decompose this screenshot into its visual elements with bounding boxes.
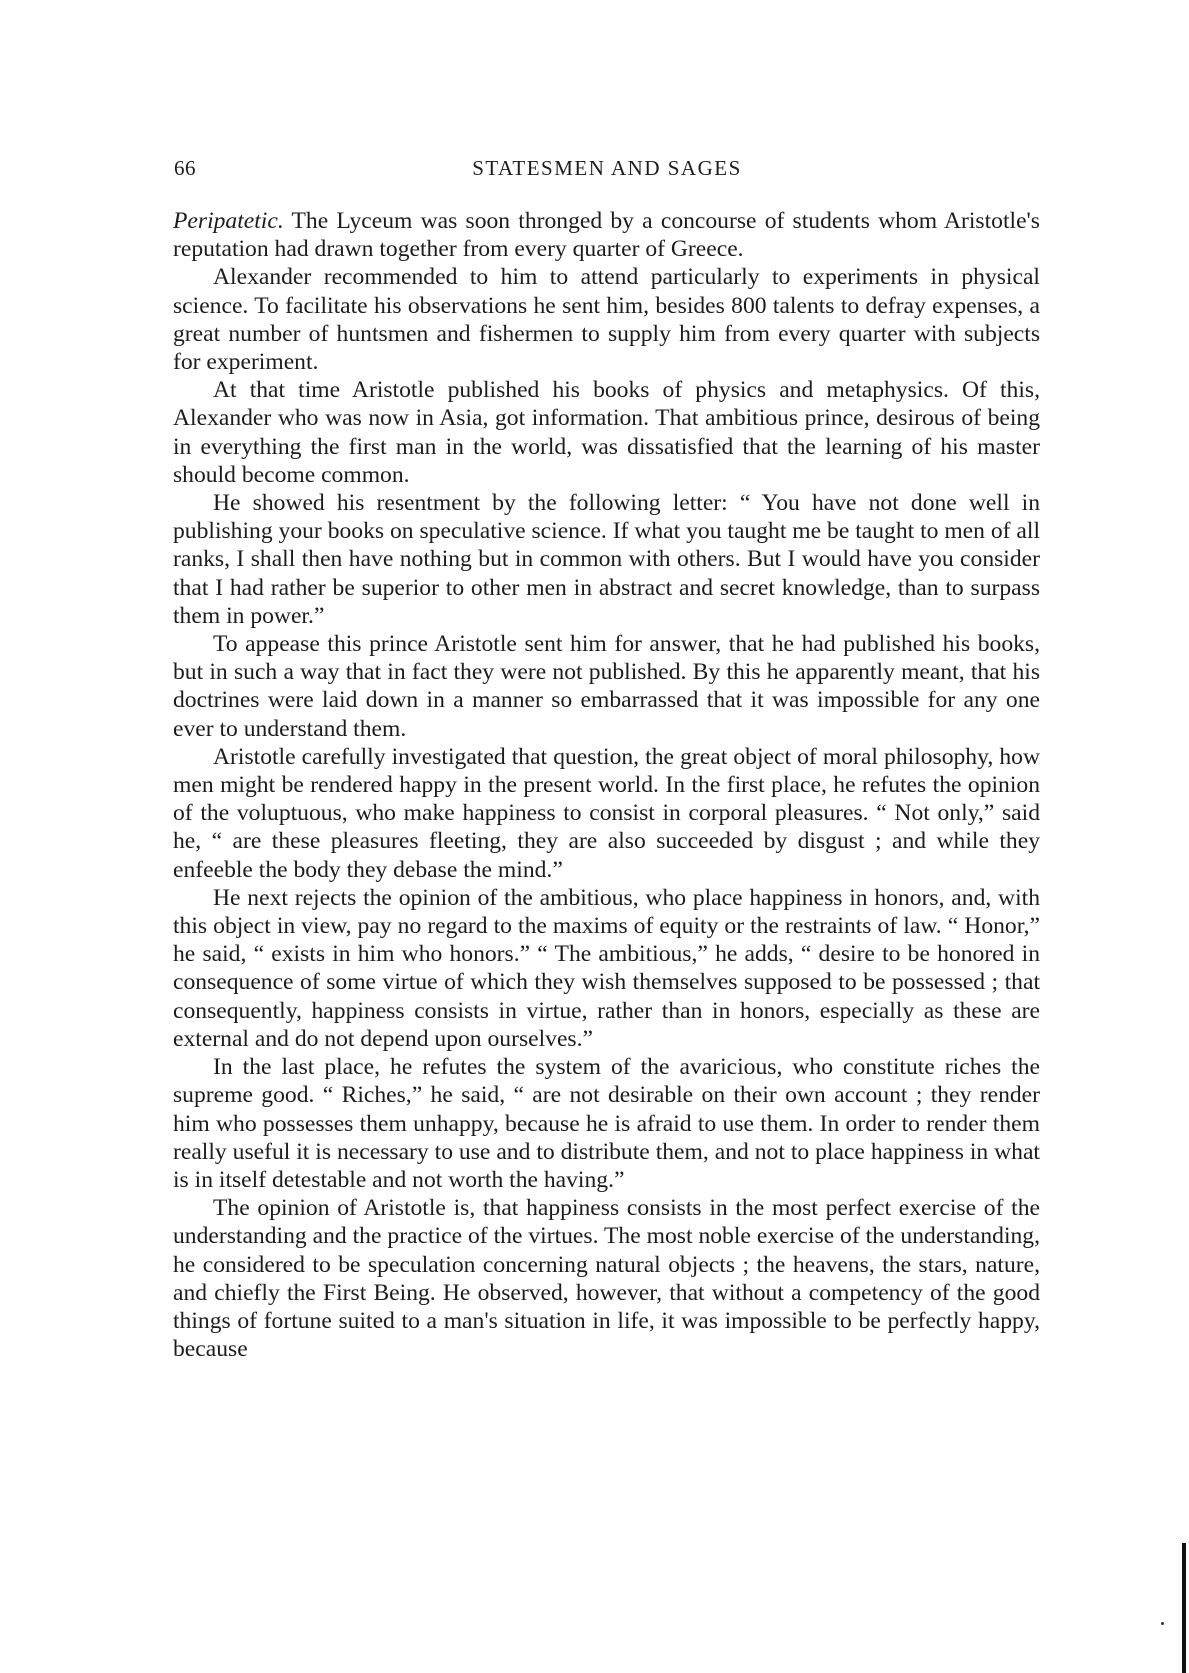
paragraph-9: The opinion of Aristotle is, that happiness consists in the most perfect exercise of the understanding and the practice of the virtues. The most noble exercise of the understanding, he considered to be speculation concerning natural objects ; the heavens, the stars, nature, and chiefly the First Being. He observed, however, that without a competency of the good things of fortune suited to a man's situation in life, it was impossible to be perfectly happy, because [173,1195,1040,1363]
running-title: STATESMEN AND SAGES [472,156,742,180]
paragraph-7: He next rejects the opinion of the ambitious, who place happiness in honors, and, with this object in view, pay no regard to the maxims of equity or the restraints of law. “ Honor,” he said, “ exists in him who honors.” “ The ambitious,” he adds, “ desire to be honored in consequence of some virtue of which they wish themselves supposed to be possessed ; that consequently, happiness consists in virtue, rather than in honors, especially as these are external and do not depend upon ourselves.” [173,884,1040,1052]
paragraph-2: Alexander recommended to him to attend particularly to experiments in physical science. To facilitate his observations he sent him, besides 800 talents to defray expenses, a great number of huntsmen and fishermen to supply him from every quarter with subjects for experiment. [173,264,1040,376]
paragraph-1-text: The Lyceum was soon thronged by a concourse of students whom Aristotle's reputation had drawn together from every quarter of Greece. [173,208,1040,263]
running-head [174,156,1040,192]
scan-edge-mark [1182,1543,1186,1673]
paragraph-5: To appease this prince Aristotle sent him for answer, that he had published his books, but in such a way that in fact they were not published. By this he apparently meant, that his doctrines were laid down in a manner so embarrassed that it was impossible for any one ever to understand them. [173,631,1040,742]
italic-term: Peripatetic. [173,208,284,234]
page-number: 66 [174,156,196,180]
scan-speck [1161,1622,1164,1625]
paragraph-6: Aristotle carefully investigated that question, the great object of moral philosophy, how men might be rendered happy in the present world. In the first place, he refutes the opinion of the voluptuous, who make happiness to consist in corporal pleasures. “ Not only,” said he, “ are these pleasures fleeting, they are also succeeded by disgust ; and while they enfeeble the body they debase the mind.” [173,743,1040,883]
paragraph-3: At that time Aristotle published his books of physics and metaphysics. Of this, Alexander who was now in Asia, got information. That ambitious prince, desirous of being in everything the first man in the world, was dissatisfied that the learning of his master should become common. [173,377,1040,488]
paragraph-8: In the last place, he refutes the system of the avaricious, who constitute riches the supreme good. “ Riches,” he said, “ are not desirable on their own account ; they render him who possesses them unhappy, because he is afraid to use them. In order to render them really useful it is necessary to use and to distribute them, and not to place happiness in what is in itself detestable and not worth the having.” [173,1054,1040,1193]
paragraph-4: He showed his resentment by the following letter: “ You have not done well in publishing your books on speculative science. If what you taught me be taught to men of all ranks, I shall then have nothing but in common with others. But I would have you consider that I had rather be superior to other men in abstract and secret knowledge, than to surpass them in power.” [173,490,1040,629]
paragraph-1 [173,207,1040,263]
body-text [173,207,1040,1363]
